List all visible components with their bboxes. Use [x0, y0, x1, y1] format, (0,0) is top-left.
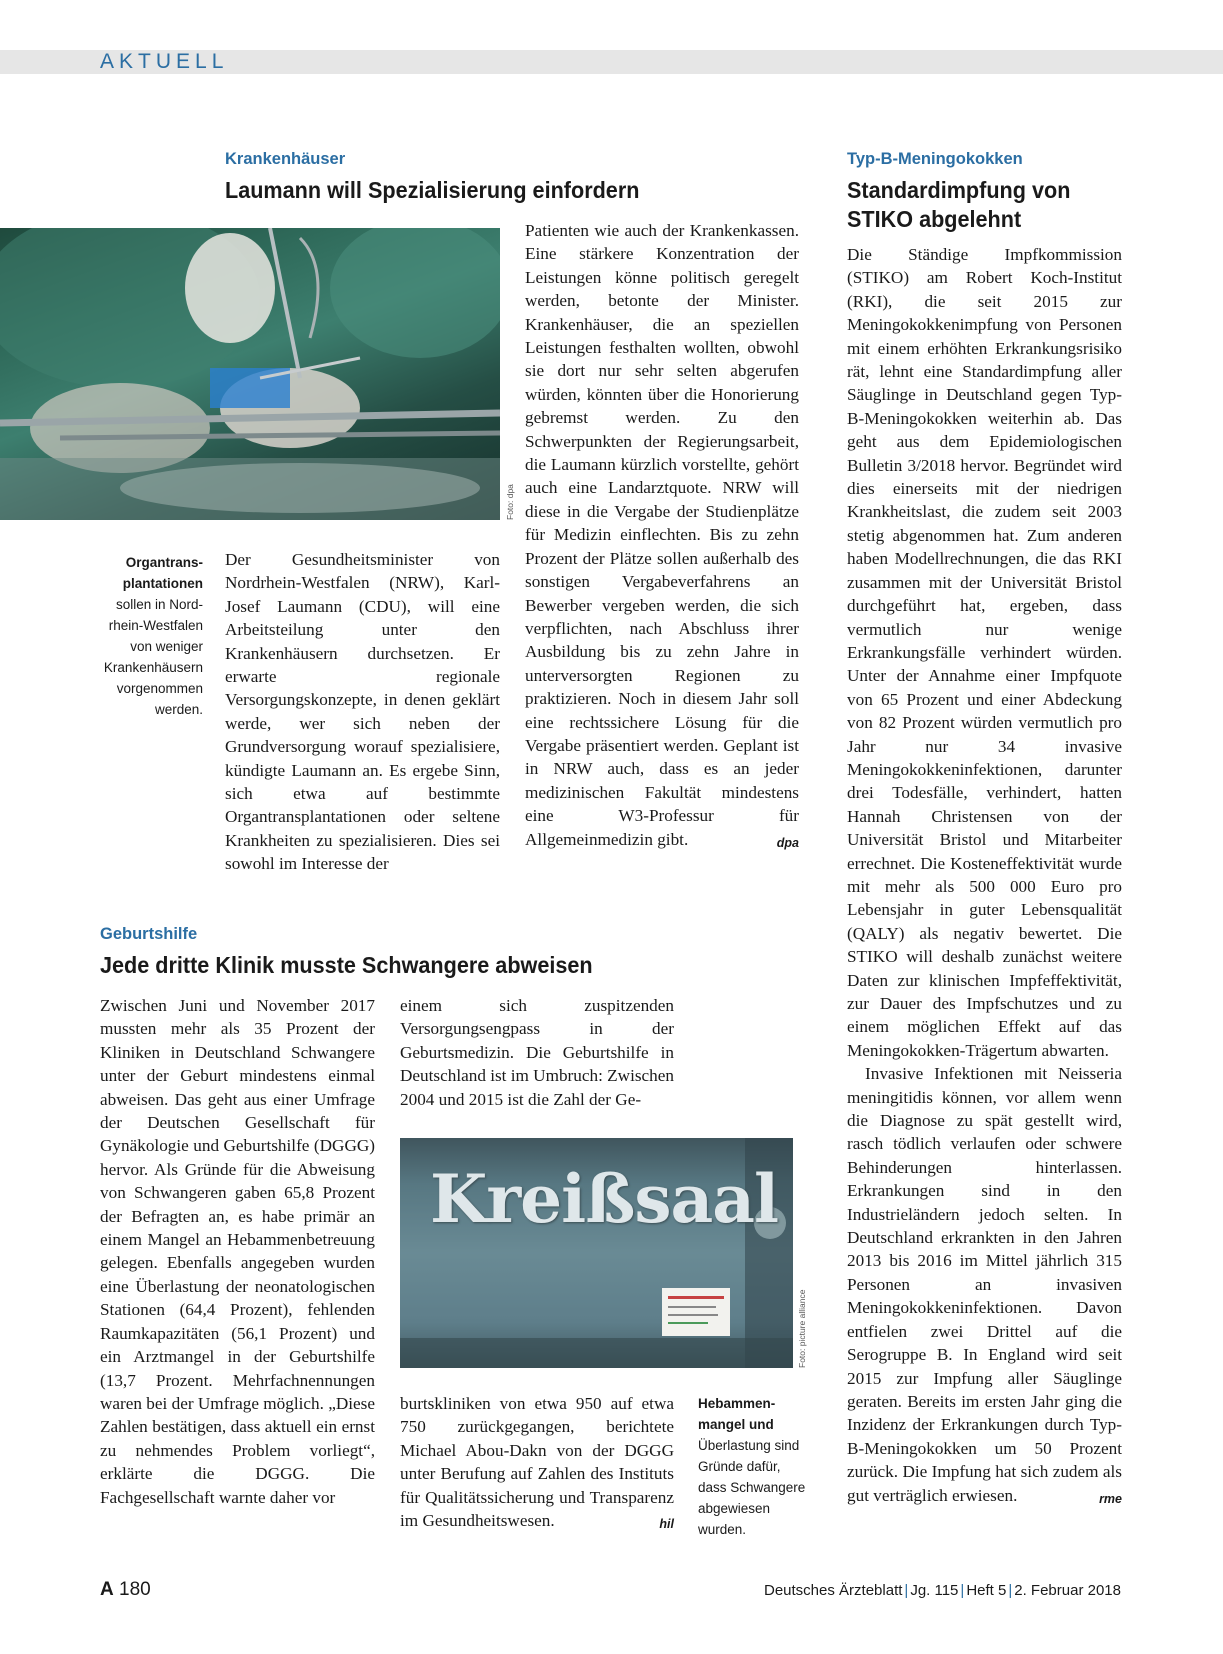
kreissaal-photo	[400, 1138, 793, 1368]
article-meningococci-headline-line2: STIKO abgelehnt	[847, 206, 1022, 232]
kreissaal-sign-text: Kreißsaal	[430, 1160, 779, 1238]
surgery-photo-caption	[85, 552, 203, 720]
page-prefix: A	[100, 1579, 114, 1600]
journal-date: 2. Februar 2018	[1014, 1582, 1121, 1599]
article-hospitals-col2-text	[525, 219, 799, 851]
article-hospitals-col1	[225, 548, 500, 876]
surgery-caption-text: sollen in Nord- rhein-Westfalen von weniger Krankenhäusern vorgenommen werden.	[103, 597, 203, 717]
article-meningococci-body	[847, 243, 1122, 1511]
article-meningococci-para2	[847, 1062, 1122, 1507]
article-obstetrics-col2-bottom-text	[400, 1392, 674, 1532]
article-obstetrics-kicker: Geburtshilfe	[100, 925, 198, 943]
article-obstetrics-col2-top-text: einem sich zuspitzenden Versorgungsengpass in der Geburtsmedizin. Die Geburtshilfe in Deutschland ist im Umbruch: Zwischen 2004 und 2015 ist die Zahl der Ge-	[400, 996, 674, 1109]
kreissaal-photo-credit: Foto: picture alliance	[797, 1289, 807, 1368]
journal-name: Deutsches Ärzteblatt	[764, 1582, 903, 1599]
page-number-value: 180	[119, 1579, 151, 1600]
article-obstetrics-signature: hil	[659, 1517, 674, 1532]
journal-info	[764, 1582, 1121, 1599]
journal-separator: |	[1008, 1582, 1013, 1599]
article-obstetrics-col1	[100, 994, 375, 1509]
article-hospitals-kicker: Krankenhäuser	[225, 150, 346, 168]
page-number	[100, 1579, 151, 1601]
journal-separator: |	[960, 1582, 965, 1599]
article-obstetrics-col1-text: Zwischen Juni und November 2017 mussten mehr als 35 Prozent der Kliniken in Deutschland Schwangere unter der Geburt mindestens einmal abweisen. Das geht aus einer Umfrage der Deutschen Gesellschaft für Gynäkologie und Geburtshilfe (DGGG) hervor. Als Gründe für die Abweisung von Schwangeren gaben 65,8 Prozent der Befragten an, es habe primär an einem Mangel an Hebammenbetreuung gelegen. Ebenfalls angegeben wurden eine Überlastung der neonatologischen Stationen (64,4 Prozent), fehlenden Raumkapazitäten (56,1 Prozent) und ein Arztmangel in der Geburtshilfe (13,7 Prozent. Mehrfachnennungen waren bei der Umfrage möglich. „Diese Zahlen bestätigen, dass aktuell ein ernst zu nehmendes Problem vorliegt“, erklärte die DGGG. Die Fachgesellschaft warnte daher vor	[100, 996, 375, 1507]
journal-separator: |	[904, 1582, 909, 1599]
kreissaal-photo-caption	[698, 1393, 808, 1540]
article-hospitals-col1-text: Der Gesundheitsminister von Nordrhein-Westfalen (NRW), Karl-Josef Laumann (CDU), will eine Arbeitsteilung unter den Krankenhäusern durchsetzen. Er erwarte regionale Versorgungskonzepte, in denen geklärt werde, wer sich neben der Grundversorgung worauf spezialisiere, kündigte Laumann an. Es ergebe Sinn, sich etwa auf bestimmte Organtransplantationen oder seltene Krankheiten zu spezialisieren. Dies sei sowohl im Interesse der	[225, 550, 500, 874]
article-obstetrics-col2-bottom-body: burtskliniken von etwa 950 auf etwa 750 zurückgegangen, berichtete Michael Abou-Dakn von der DGGG unter Berufung auf Zahlen des Instituts für Qualitätssicherung und Transparenz im Gesundheitswesen.	[400, 1394, 674, 1531]
kreissaal-caption-bold: Hebammen- mangel und	[698, 1396, 776, 1432]
article-obstetrics-col2-top	[400, 994, 674, 1111]
surgery-photo-illustration	[0, 228, 500, 520]
article-hospitals-signature: dpa	[776, 835, 799, 850]
surgery-photo	[0, 228, 500, 520]
article-obstetrics-col2-bottom	[400, 1392, 674, 1536]
surgery-photo-credit: Foto: dpa	[505, 484, 515, 520]
journal-volume: Jg. 115	[910, 1582, 959, 1599]
article-obstetrics-headline: Jede dritte Klinik musste Schwangere abweisen	[100, 952, 593, 978]
article-meningococci-signature: rme	[1099, 1491, 1122, 1506]
kreissaal-caption-text: Überlastung sind Gründe dafür, dass Schwangere abgewiesen wurden.	[698, 1438, 806, 1537]
section-label: AKTUELL	[100, 50, 229, 73]
article-meningococci-kicker: Typ-B-Meningokokken	[847, 150, 1023, 168]
article-meningococci-para1: Die Ständige Impfkommission (STIKO) am Robert Koch-Institut (RKI), die seit 2015 zur Meningokokkenimpfung von Personen mit einem erhöhten Erkrankungsrisiko rät, lehnt eine Standardimpfung aller Säuglinge in Deutschland gegen Typ-B-Meningokokken weiterhin ab. Das geht aus dem Epidemiologischen Bulletin 3/2018 hervor. Begründet wird dies einerseits mit der niedrigen Krankheitslast, die zudem seit 2003 stetig abgenommen hat. Zum anderen haben Modellrechnungen, die das RKI zusammen mit der Universität Bristol durchgeführt hat, ergeben, dass vermutlich nur wenige Erkrankungsfälle verhindert würden. Unter der Annahme einer Impfquote von 65 Prozent und einer Abdeckung von 82 Prozent würden vermutlich pro Jahr nur 34 invasive Meningokokkeninfektionen, darunter drei Todesfälle, verhindert, hatten Hannah Christensen von der Universität Bristol und Mitarbeiter errechnet. Die Kosteneffektivität wurde mit mehr als 500 000 Euro pro Lebensjahr in guter Lebensqualität (QALY) als negativ bewertet. Die STIKO will deshalb zunächst weitere Daten zur klinischen Impfeffektivität, zur Dauer des Impfschutzes und zu einem möglichen Effekt auf das Meningokokken-Trägertum abwarten.	[847, 245, 1122, 1060]
journal-issue: Heft 5	[966, 1582, 1007, 1599]
article-meningococci-headline-line1: Standardimpfung von	[847, 177, 1071, 203]
article-hospitals-headline: Laumann will Spezialisierung einfordern	[225, 177, 640, 203]
article-hospitals-col2	[525, 219, 799, 855]
article-meningococci-para2-body: Invasive Infektionen mit Neisseria meningitidis können, vor allem wenn die Diagnose zu spät gestellt wird, rasch tödlich verlaufen oder schwere Behinderungen hinterlassen. Erkrankungen sind in den Industrieländern jedoch selten. In Deutschland erkrankten in den Jahren 2013 bis 2016 im Mittel jährlich 315 Personen an invasiven Meningokokkeninfektionen. Davon entfielen zwei Drittel auf die Serogruppe B. In England wird seit 2015 zur Impfung aller Säuglinge geraten. Bereits im ersten Jahr ging die Inzidenz der Erkrankungen durch Typ-B-Meningokokken um 50 Prozent zurück. Die Impfung hat sich zudem als gut verträglich erwiesen.	[847, 1064, 1122, 1505]
surgery-caption-bold: Organtrans- plantationen	[122, 555, 203, 591]
article-hospitals-col2-body: Patienten wie auch der Krankenkassen. Eine stärkere Konzentration der Leistungen könne politisch geregelt werden, betonte der Minister. Krankenhäuser, die an speziellen Leistungen festhalten wollten, obwohl sie dort nur sehr selten abgerufen würden, könnten über die Honorierung gebremst werden. Zu den Schwerpunkten der Regierungsarbeit, die Laumann kürzlich vorstellte, gehört auch eine Landarztquote. NRW will diese in die Vergabe der Studienplätze für Medizin einflechten. Bis zu zehn Prozent der Plätze sollen außerhalb des sonstigen Vergabeverfahrens an Bewerber vergeben werden, die sich verpflichten, nach Abschluss ihrer Ausbildung bis zu zehn Jahre in unterversorgten Regionen zu praktizieren. Noch in diesem Jahr soll eine rechtssichere Lösung für die Vergabe präsentiert werden. Geplant ist in NRW auch, dass es an jeder medizinischen Fakultät mindestens eine W3-Professur für Allgemeinmedizin gibt.	[525, 221, 799, 849]
